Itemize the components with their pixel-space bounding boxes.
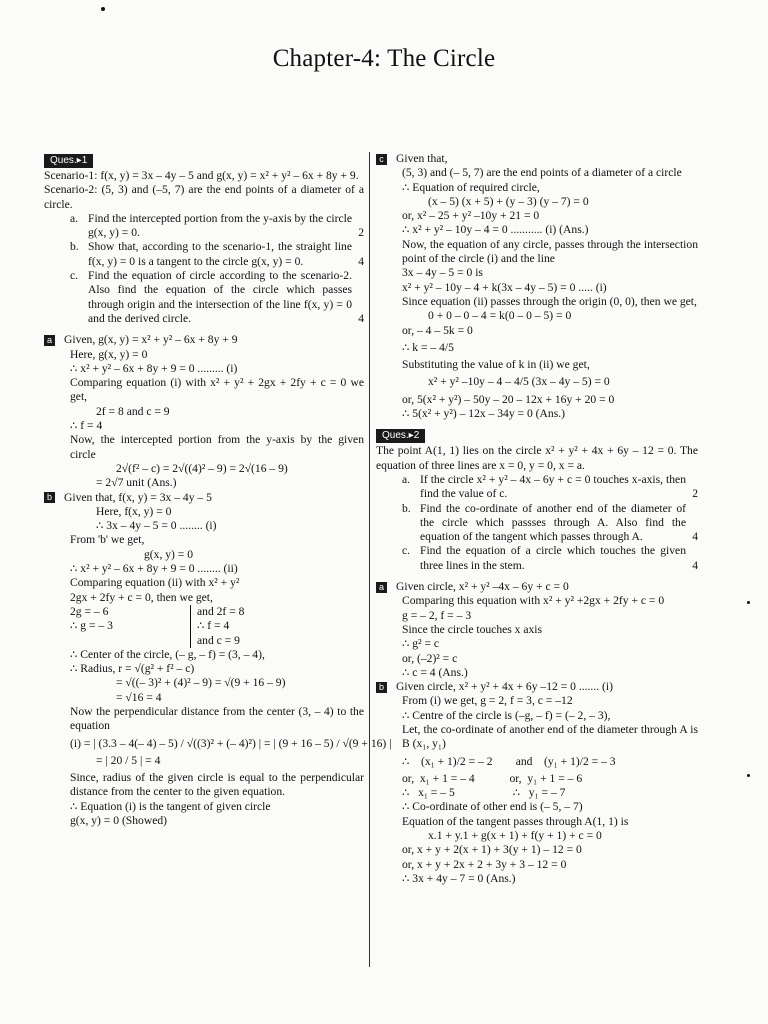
scenario-text: Scenario-1: f(x, y) = 3x – 4y – 5 and g(x, y) = x² + y² – 6x + 8y + 9.	[44, 169, 359, 182]
question-item: b. Find the co-ordinate of another end of the diameter of the circle which passses through A. Also find the equation of the tangent which passes through A. 4	[402, 501, 698, 544]
question-tag: Ques.▸1	[44, 154, 93, 168]
answer-c: c Given that, (5, 3) and (– 5, 7) are the end points of a diameter of a circle ∴ Equation of required circle, (x – 5) (x + 5) + (y – 3) (y – 7) = 0 or, x² – 25 + y² –10y + 21 = 0 ∴ x² + y² – 10y – 4 = 0 ........... (i) (Ans.) Now, the equation of any circle, passes through the intersection point of the circle (i) and the line 3x – 4y – 5 = 0 is x² + y² – 10y – 4 + k(3x – 4y – 5) = 0 ..... (i) Since equation (ii) passes through the origin (0, 0), then we get, 0 + 0 – 0 – 4 = k(0 – 0 – 5) = 0 or, – 4 – 5k = 0 ∴ k = – 4/5 Substituting the value of k in (ii) we get, x² + y² –10y – 4 – 4/5 (3x – 4y – 5) = 0 or, 5(x² + y²) – 50y – 20 – 12x + 16y + 20 = 0 ∴ 5(x² + y²) – 12x – 34y = 0 (Ans.)	[376, 152, 698, 421]
answer-badge: c	[376, 154, 387, 165]
split-block: 2g = – 6 ∴ g = – 3 and 2f = 8 ∴ f = 4 and c = 9	[70, 604, 245, 647]
left-column	[44, 152, 392, 828]
answer-a: a Given circle, x² + y² –4x – 6y + c = 0 Comparing this equation with x² + y² +2gx + 2fy + c = 0 g = – 2, f = – 3 Since the circle touches x axis ∴ g² = c or, (–2)² = c ∴ c = 4 (Ans.)	[376, 580, 698, 680]
scan-speck	[747, 774, 750, 777]
answer-badge: a	[44, 335, 55, 346]
scenario-text: Scenario-2: (5, 3) and (–5, 7) are the end points of a diameter of a circle.	[44, 183, 364, 211]
column-divider	[369, 152, 370, 967]
question-item: c. Find the equation of a circle which touches the given three lines in the stem. 4	[402, 544, 698, 572]
marks: 4	[692, 530, 698, 544]
answer-badge: b	[376, 682, 387, 693]
question-stem: The point A(1, 1) lies on the circle x² + y² + 4x + 6y – 12 = 0. The equation of three lines are x = 0, y = 0, x = a.	[376, 444, 698, 472]
answer-b: b Given circle, x² + y² + 4x + 6y –12 = 0 ....... (i) From (i) we get, g = 2, f = 3, c = –12 ∴ Centre of the circle is (–g, – f) = (– 2, – 3), Let, the co-ordinate of another end of the diameter through A is B (x₁, y₁) ∴ (x₁ + 1)/2 = – 2 and (y₁ + 1)/2 = – 3 or, x₁ + 1 = – 4 or, y₁ + 1 = – 6 ∴ x₁ = – 5 ∴ y₁ = – 7 ∴ Co-ordinate of other end is (– 5, – 7) Equation of the tangent passes through A(1, 1) is x.1 + y.1 + g(x + 1) + f(y + 1) + c = 0 or, x + y + 2(x + 1) + 3(y + 1) – 12 = 0 or, x + y + 2x + 2 + 3y + 3 – 12 = 0 ∴ 3x + 4y – 7 = 0 (Ans.)	[376, 680, 698, 886]
answer-badge: b	[44, 492, 55, 503]
marks: 2	[358, 226, 364, 240]
marks: 2	[692, 487, 698, 501]
chapter-title: Chapter-4: The Circle	[272, 45, 496, 72]
question-item: a. Find the intercepted portion from the y-axis by the circle g(x, y) = 0. 2	[70, 211, 364, 240]
question-item: a. If the circle x² + y² – 4x – 6y + c = 0 touches x-axis, then find the value of c. 2	[402, 472, 698, 501]
scan-speck	[747, 601, 750, 604]
answer-b: b Given that, f(x, y) = 3x – 4y – 5 Here, f(x, y) = 0 ∴ 3x – 4y – 5 = 0 ........ (i) From 'b' we get, g(x, y) = 0 ∴ x² + y² – 6x + 8y + 9 = 0 ........ (ii) Comparing equation (ii) with x² + y² 2gx + 2fy + c = 0, then we get, 2g = – 6 ∴ g = – 3 and 2f = 8 ∴ f = 4 and c = 9 ∴ Center of the circle, (– g, – f) = (3, – 4), ∴ Radius, r = √(g² + f² – c) = √((– 3)² + (4)² – 9) = √(9 + 16 – 9) = √16 = 4 Now the perpendicular distance from the center (3, – 4) to the equation (i) = | (3.3 – 4(– 4) – 5) / √((3)² + (– 4)²) | = | (9 + 16 – 5) / √(9 + 16) | = | 20 / 5 | = 4 Since, radius of the given circle is equal to the perpendicular distance from the center to the given equation. ∴ Equation (i) is the tangent of given circle g(x, y) = 0 (Showed)	[44, 491, 364, 829]
marks: 4	[358, 311, 364, 325]
question-item: c. Find the equation of circle according to the scenario-2. Also find the equation of the circle which passes through origin and the intersection of the line f(x, y) = 0 and the derived circle. 4	[70, 269, 364, 325]
answer-a: a Given, g(x, y) = x² + y² – 6x + 8y + 9 Here, g(x, y) = 0 ∴ x² + y² – 6x + 8y + 9 = 0 ......... (i) Comparing equation (i) with x² + y² + 2gx + 2fy + c = 0 we get, 2f = 8 and c = 9 ∴ f = 4 Now, the intercepted portion from the y-axis by the given circle 2√(f² – c) = 2√((4)² – 9) = 2√(16 – 9) = 2√7 unit (Ans.)	[44, 333, 364, 490]
scan-speck	[101, 7, 105, 11]
question-tag: Ques.▸2	[376, 429, 425, 443]
answer-badge: a	[376, 582, 387, 593]
marks: 4	[692, 558, 698, 572]
marks: 4	[358, 254, 364, 268]
right-column	[376, 152, 698, 886]
question-item: b. Show that, according to the scenario-1, the straight line f(x, y) = 0 is a tangent to the circle g(x, y) = 0. 4	[70, 240, 364, 268]
